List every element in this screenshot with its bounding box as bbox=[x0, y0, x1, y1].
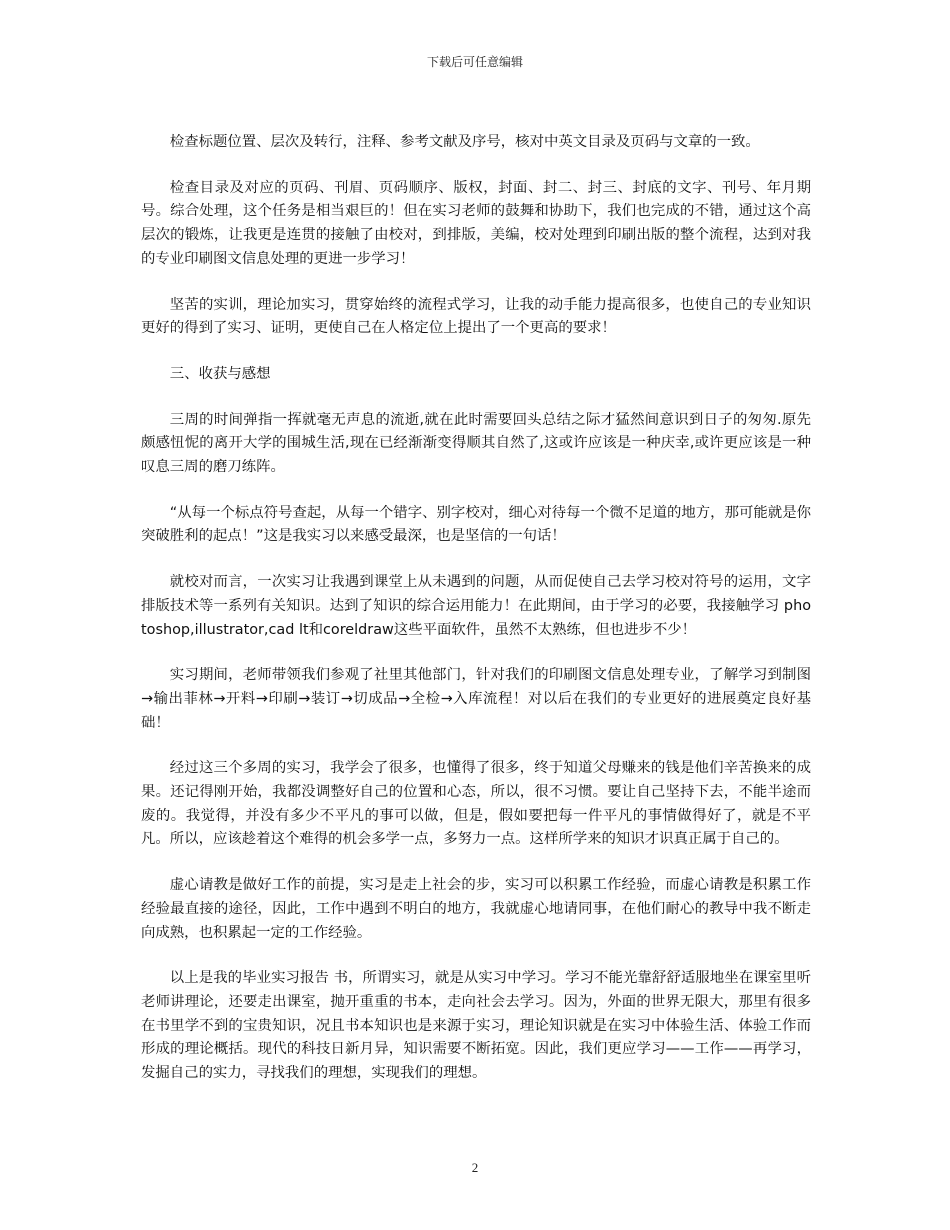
section-heading: 三、收获与感想 bbox=[169, 365, 271, 382]
paragraph-internship-visit: 实习期间，老师带领我们参观了社里其他部门，针对我们的印刷图文信息处理专业，了解学习到制图→输出菲林→开料→印刷→装订→切成品→全检→入库流程！对以后在我们的专业更好的进展奠定良好基础！ bbox=[141, 667, 811, 731]
paragraph-check-contents: 检查目录及对应的页码、刊眉、页码顺序、版权，封面、封二、封三、封底的文字、刊号、年月期号。综合处理，这个任务是相当艰巨的！但在实习老师的鼓舞和协助下，我们也完成的不错，通过这个高层次的锻炼，让我更是连贯的接触了由校对，到排版，美编，校对处理到印刷出版的整个流程，达到对我的专业印刷图文信息处理的更进一步学习！ bbox=[141, 179, 811, 267]
paragraph-proofreading: 就校对而言，一次实习让我遇到课堂上从未遇到的问题，从而促使自己去学习校对符号的运用，文字排版技术等一系列有关知识。达到了知识的综合运用能力！在此期间，由于学习的必要，我接触学习 photoshop,illustrator,cad lt和coreldraw这些平面软件，虽然不太熟练，但也进步不少！ bbox=[141, 574, 811, 638]
paragraph-three-weeks: 三周的时间弹指一挥就毫无声息的流逝,就在此时需要回头总结之际才猛然间意识到日子的匆匆.原先颇感忸怩的离开大学的围城生活,现在已经渐渐变得顺其自然了,这或许应该是一种庆幸,或许更应该是一种叹息三周的磨刀练阵。 bbox=[141, 411, 811, 476]
paragraph-humble-inquiry: 虚心请教是做好工作的前提，实习是走上社会的步，实习可以积累工作经验，而虚心请教是积累工作经验最直接的途径，因此，工作中遇到不明白的地方，我就虚心地请同事，在他们耐心的教导中我不断走向成熟，也积累起一定的工作经验。 bbox=[141, 877, 811, 941]
document-body bbox=[141, 131, 811, 1108]
paragraph-conclusion: 以上是我的毕业实习报告 书，所谓实习，就是从实习中学习。学习不能光靠舒舒适服地坐在课室里听老师讲理论，还要走出课室，抛开重重的书本，走向社会去学习。因为，外面的世界无限大，那里有很多在书里学不到的宝贵知识，况且书本知识也是来源于实习，理论知识就是在实习中体验生活、体验工作而形成的理论概括。现代的科技日新月异，知识需要不断拓宽。因此，我们更应学习——工作——再学习，发掘自己的实力，寻找我们的理想，实现我们的理想。 bbox=[141, 970, 811, 1082]
page-number: 2 bbox=[471, 1160, 479, 1175]
paragraph-learned: 经过这三个多周的实习，我学会了很多，也懂得了很多，终于知道父母赚来的钱是他们辛苦换来的成果。还记得刚开始，我都没调整好自己的位置和心态，所以，很不习惯。要让自己坚持下去，不能半途而废的。我觉得，并没有多少不平凡的事可以做，但是，假如要把每一件平凡的事情做得好了，就是不平凡。所以，应该趁着这个难得的机会多学一点，多努力一点。这样所学来的知识才识真正属于自己的。 bbox=[141, 760, 811, 848]
paragraph-check-titles: 检查标题位置、层次及转行，注释、参考文献及序号，核对中英文目录及页码与文章的一致。 bbox=[169, 134, 760, 150]
paragraph-quote: “从每一个标点符号查起，从每一个错字、别字校对，细心对待每一个微不足道的地方，那可能就是你突破胜利的起点！”这是我实习以来感受最深，也是坚信的一句话！ bbox=[141, 504, 811, 545]
page-header: 下载后可任意编辑 bbox=[426, 55, 523, 69]
paragraph-training: 坚苦的实训，理论加实习，贯穿始终的流程式学习，让我的动手能力提高很多，也使自己的专业知识更好的得到了实习、证明，更使自己在人格定位上提出了一个更高的要求！ bbox=[141, 296, 811, 337]
